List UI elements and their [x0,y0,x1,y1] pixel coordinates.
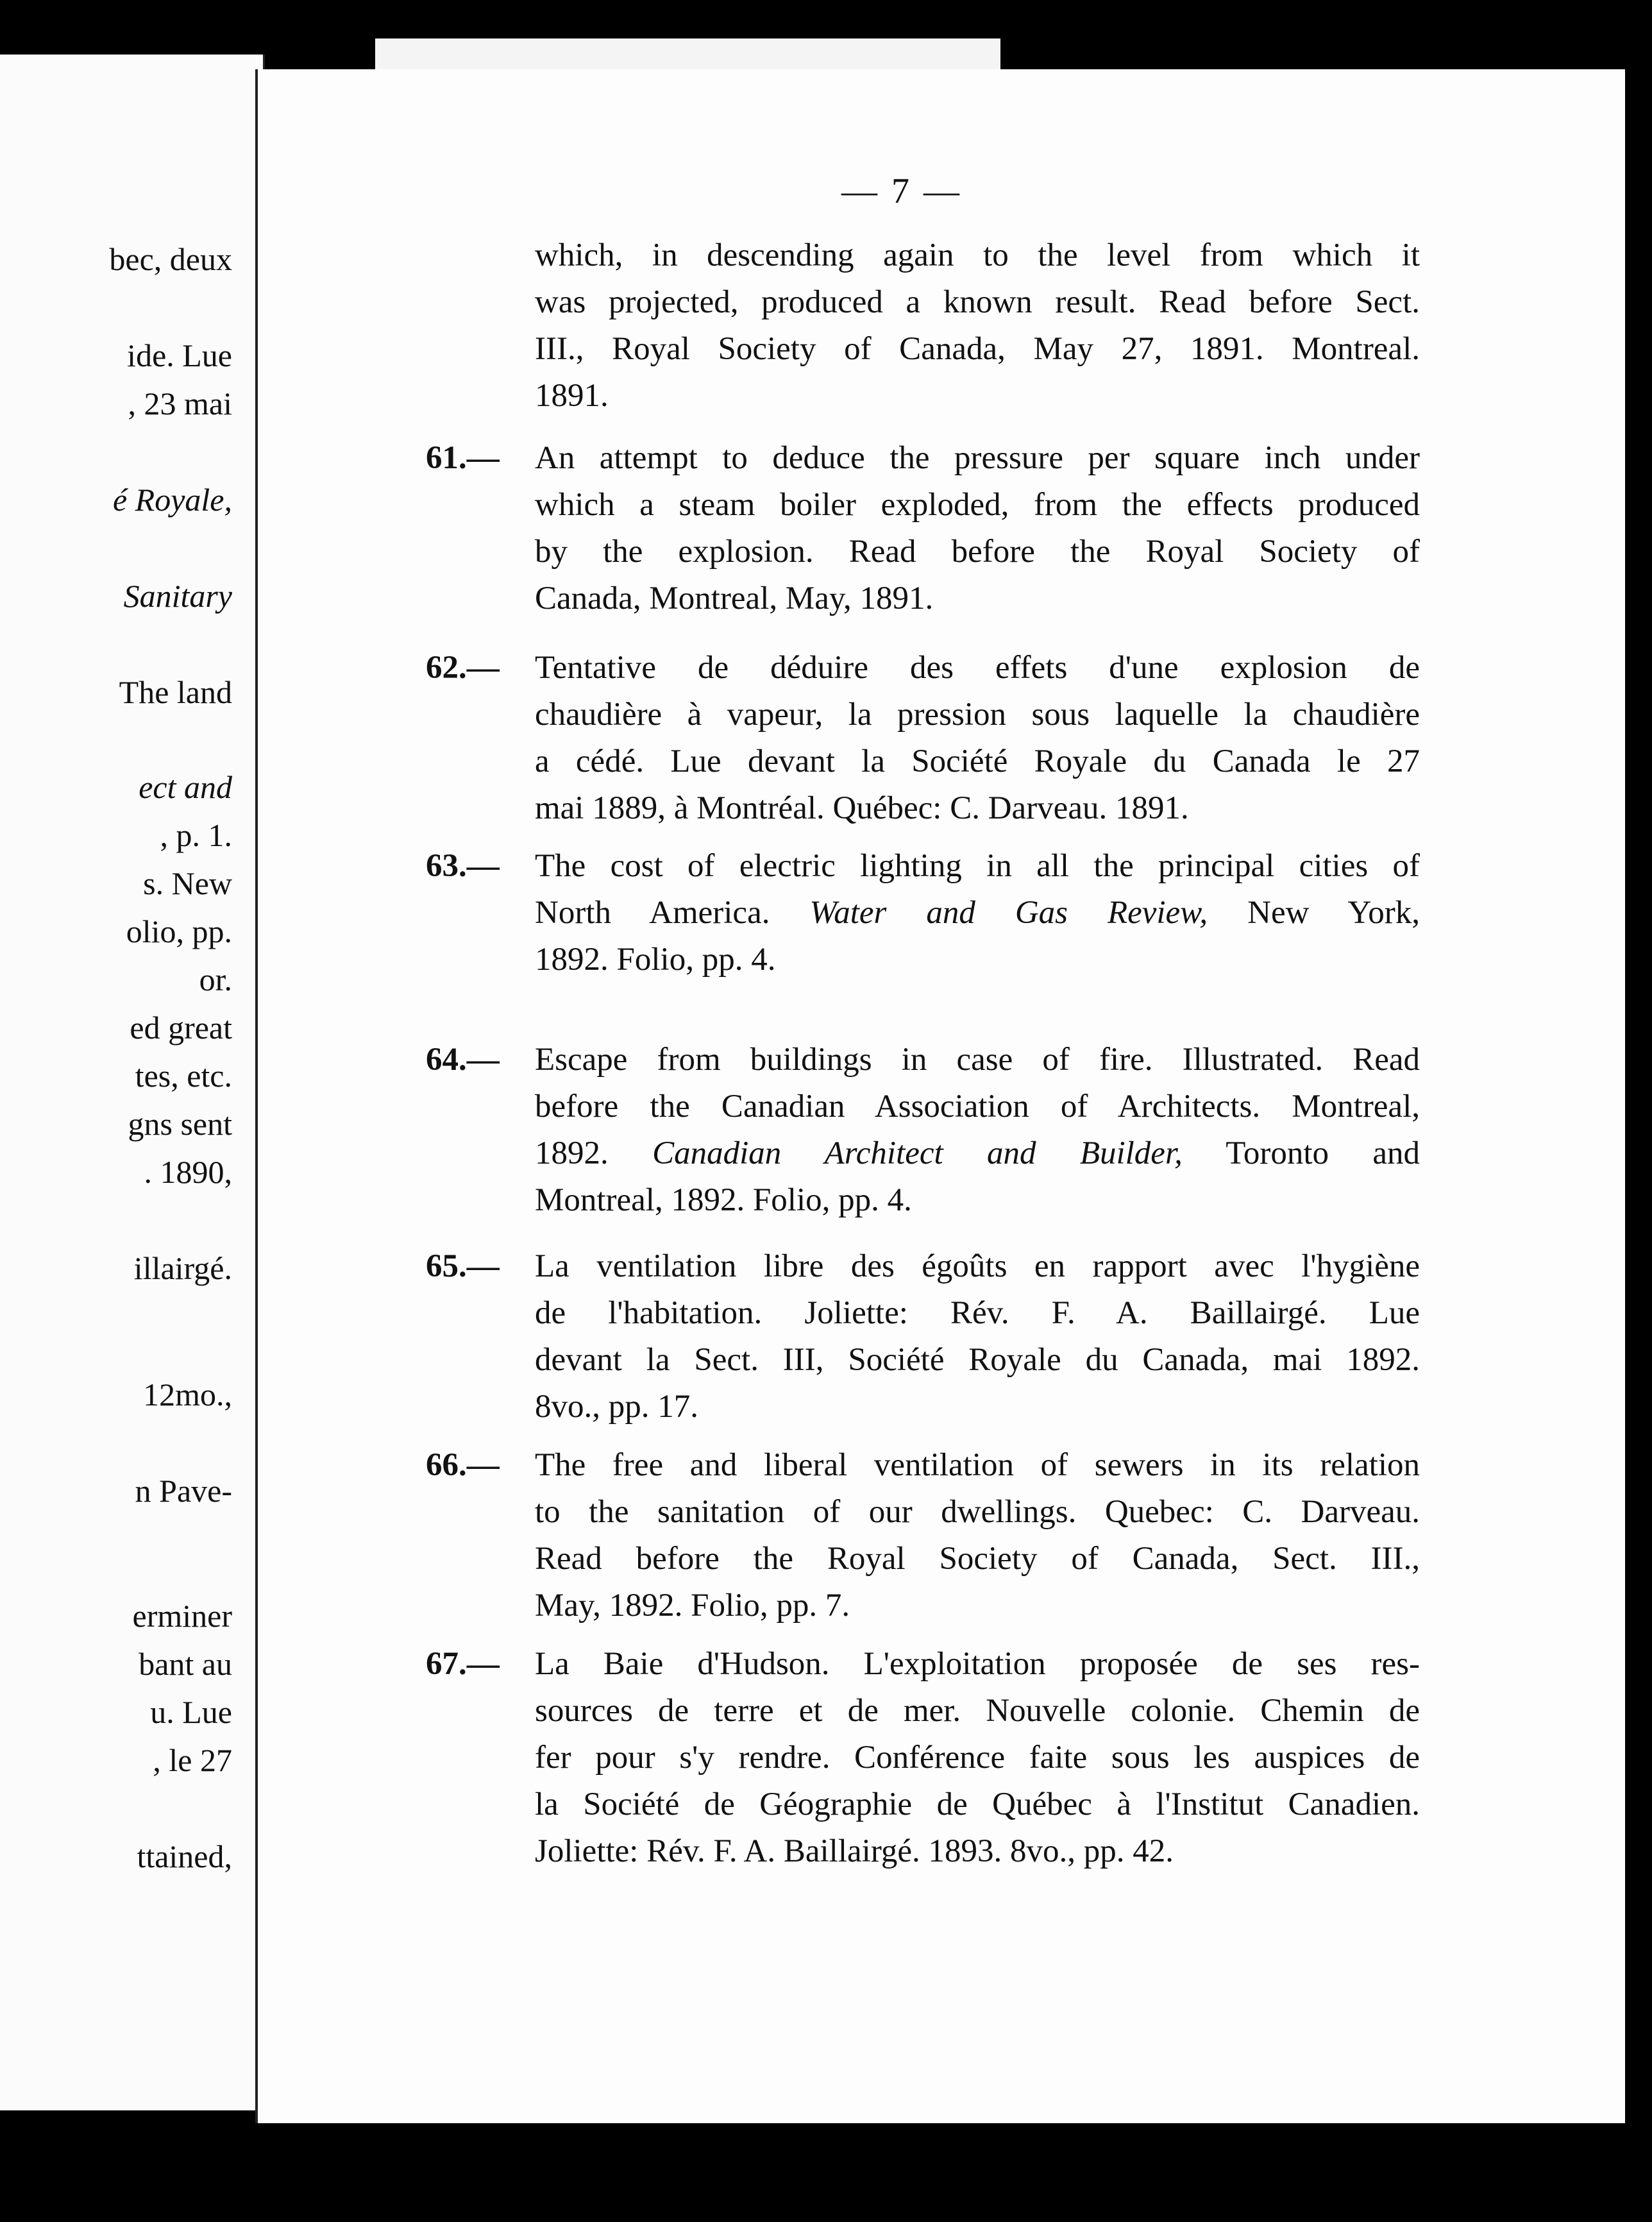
left-text-fragment: 12mo., [143,1377,232,1412]
text-line: Montreal, 1892. Folio, pp. 4. [535,1182,912,1218]
left-text-fragment: or. [199,962,232,997]
text-line: chaudière à vapeur, la pression sous laquelle la chaudière [535,697,1420,733]
text-line: Canada, Montreal, May, 1891. [535,581,934,616]
text-line: fer pour s'y rendre. Conférence faite sous les auspices de [535,1740,1420,1776]
text-line: Escape from buildings in case of fire. Illustrated. Read [535,1042,1420,1078]
entry-number: 63.— [426,848,500,884]
entry-number: 62.— [426,650,500,686]
left-text-fragment: . 1890, [144,1154,232,1190]
left-text-fragment: ttained, [137,1838,232,1874]
left-text-fragment: illairgé. [133,1250,232,1286]
text-line: was projected, produced a known result. Read before Sect. [535,284,1420,320]
left-text-fragment: bec, deux [109,241,232,277]
left-text-fragment: tes, etc. [135,1058,232,1094]
left-text-fragment: , le 27 [153,1742,232,1778]
text-line: la Société de Géographie de Québec à l'Institut Canadien. [535,1786,1420,1822]
left-text-fragment: é Royale, [112,482,232,518]
text-line [535,1130,1420,1177]
text-line: Tentative de déduire des effets d'une explosion de [535,650,1420,686]
text-line: which a steam boiler exploded, from the effects produced [535,487,1420,523]
left-text-fragment: ide. Lue [127,337,232,373]
left-text-fragment: olio, pp. [126,913,232,949]
text-line: III., Royal Society of Canada, May 27, 1891. Montreal. [535,331,1420,367]
page-number: — 7 — [841,171,962,211]
text-line: which, in descending again to the level from which it [535,237,1420,273]
text-line: by the explosion. Read before the Royal Society of [535,534,1420,570]
left-text-fragment: erminer [132,1598,232,1634]
text-line: 8vo., pp. 17. [535,1389,698,1425]
text-line: La ventilation libre des égoûts en rapport avec l'hygiène [535,1248,1420,1284]
text-fragment: 1892. [535,1135,609,1171]
left-text-fragment: bant au [139,1646,232,1682]
text-line: sources de terre et de mer. Nouvelle colonie. Chemin de [535,1693,1420,1729]
entry-number: 64.— [426,1042,500,1078]
text-fragment: North America. [535,895,770,931]
left-text-fragment: , 23 mai [128,386,232,421]
left-text-fragment: ed great [130,1010,232,1046]
entry-number: 67.— [426,1646,500,1682]
text-line: before the Canadian Association of Architects. Montreal, [535,1089,1420,1124]
entry-number: 65.— [426,1248,500,1284]
entry-number: 66.— [426,1447,500,1483]
previous-page-fragment [0,55,265,2110]
text-line: The free and liberal ventilation of sewers in its relation [535,1447,1420,1483]
text-line: The cost of electric lighting in all the principal cities of [535,848,1420,884]
left-text-fragment: , p. 1. [160,817,232,853]
text-line: mai 1889, à Montréal. Québec: C. Darveau. 1891. [535,790,1189,826]
continuation-text [535,232,1420,420]
text-line: to the sanitation of our dwellings. Quebec: C. Darveau. [535,1494,1420,1530]
journal-title: Canadian Architect and Builder, [652,1135,1183,1171]
text-line: devant la Sect. III, Société Royale du Canada, mai 1892. [535,1342,1420,1378]
entry-number: 61.— [426,440,500,476]
left-text-fragment: u. Lue [150,1694,232,1730]
text-fragment: New York, [1247,895,1420,931]
text-line: 1891. [535,378,609,414]
left-text-fragment: The land [119,674,232,710]
text-line: Read before the Royal Society of Canada, Sect. III., [535,1541,1420,1577]
text-line: Joliette: Rév. F. A. Baillairgé. 1893. 8vo., pp. 42. [535,1833,1174,1869]
text-line: 1892. Folio, pp. 4. [535,942,776,978]
text-line: de l'habitation. Joliette: Rév. F. A. Baillairgé. Lue [535,1295,1420,1331]
left-text-fragment: s. New [143,865,232,901]
text-line: La Baie d'Hudson. L'exploitation proposée de ses res- [535,1646,1420,1682]
document-page [255,69,1625,2123]
journal-title: Water and Gas Review, [809,895,1208,931]
text-line: a cédé. Lue devant la Société Royale du Canada le 27 [535,743,1420,779]
left-text-fragment: ect and [139,769,232,805]
left-text-fragment: gns sent [128,1106,232,1142]
text-fragment: Toronto and [1226,1135,1420,1171]
text-line: An attempt to deduce the pressure per square inch under [535,440,1420,476]
left-text-fragment: n Pave- [135,1473,232,1509]
text-line [535,890,1420,937]
left-text-fragment: Sanitary [123,578,232,614]
text-line: May, 1892. Folio, pp. 7. [535,1588,850,1624]
